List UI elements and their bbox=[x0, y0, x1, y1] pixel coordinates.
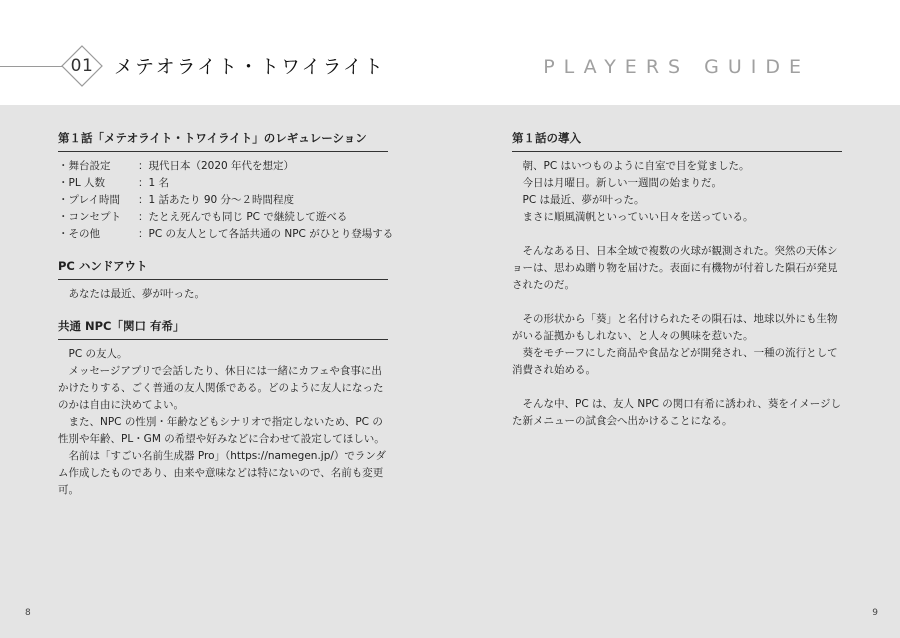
paragraph-gap bbox=[512, 226, 842, 243]
paragraph: 朝、PC はいつものように自室で目を覚ました。 bbox=[522, 160, 750, 172]
npc-description bbox=[58, 346, 388, 499]
regulation-item bbox=[58, 192, 388, 209]
regulation-key: ・その他 bbox=[58, 228, 100, 240]
paragraph: 名前は「すごい名前生成器 Pro」（https://namegen.jp/）でランダム作成したものであり、由来や意味などは特にないので、名前も変更可。 bbox=[58, 450, 386, 496]
regulation-list bbox=[58, 158, 394, 243]
regulation-item bbox=[58, 209, 388, 226]
paragraph-gap bbox=[512, 294, 842, 311]
regulation-section bbox=[58, 130, 394, 243]
page-spread bbox=[0, 105, 900, 638]
regulation-value: ：PC の友人として各話共通の NPC がひとり登場する bbox=[138, 228, 394, 240]
page-number-right: 9 bbox=[872, 608, 878, 618]
chapter-number: 01 bbox=[70, 56, 94, 76]
handout-text: あなたは最近、夢が叶った。 bbox=[68, 288, 205, 300]
paragraph: また、NPC の性別・年齢などもシナリオで指定しないため、PC の性別や年齢、PL・GM の希望や好みなどに合わせて設定してほしい。 bbox=[58, 416, 385, 445]
handout-section bbox=[58, 258, 388, 303]
regulation-item bbox=[58, 175, 388, 192]
regulation-item bbox=[58, 158, 388, 175]
regulation-value: ：現代日本（2020 年代を想定） bbox=[138, 160, 295, 172]
chapter-badge bbox=[60, 44, 104, 88]
header-rule bbox=[0, 66, 62, 67]
regulation-item bbox=[58, 226, 394, 243]
regulation-title: 第１話「メテオライト・トワイライト」のレギュレーション bbox=[58, 130, 388, 152]
paragraph: まさに順風満帆といっていい日々を送っている。 bbox=[522, 211, 754, 223]
regulation-value: ：1 名 bbox=[138, 177, 170, 189]
intro-text bbox=[512, 158, 842, 430]
regulation-value: ：たとえ死んでも同じ PC で継続して遊べる bbox=[138, 211, 348, 223]
regulation-key: ・コンセプト bbox=[58, 211, 121, 223]
page-header bbox=[0, 0, 900, 105]
regulation-key: ・PL 人数 bbox=[58, 177, 106, 189]
intro-section bbox=[512, 130, 842, 430]
paragraph: そんな中、PC は、友人 NPC の関口有希に誘われ、葵をイメージした新メニューの試食会へ出かけることになる。 bbox=[512, 398, 842, 427]
left-page bbox=[58, 130, 394, 514]
paragraph: PC は最近、夢が叶った。 bbox=[522, 194, 645, 206]
paragraph: 今日は月曜日。新しい一週間の始まりだ。 bbox=[522, 177, 722, 189]
paragraph-gap bbox=[512, 379, 842, 396]
npc-section bbox=[58, 318, 388, 499]
players-guide-label: PLAYERS GUIDE bbox=[543, 56, 810, 78]
right-page bbox=[512, 130, 842, 445]
paragraph: そんなある日、日本全域で複数の火球が観測された。突然の天体ショーは、思わぬ贈り物を届けた。表面に有機物が付着した隕石が発見されたのだ。 bbox=[512, 245, 838, 291]
regulation-value: ：1 話あたり 90 分〜２時間程度 bbox=[138, 194, 295, 206]
paragraph: PC の友人。 bbox=[68, 348, 128, 360]
paragraph: その形状から「葵」と名付けられたその隕石は、地球以外にも生物がいる証拠かもしれない、と人々の興味を惹いた。 bbox=[512, 313, 838, 342]
chapter-title: メテオライト・トワイライト bbox=[114, 56, 385, 78]
intro-title: 第１話の導入 bbox=[512, 130, 842, 152]
page-number-left: 8 bbox=[25, 608, 31, 618]
npc-title: 共通 NPC「関口 有希」 bbox=[58, 318, 388, 340]
regulation-key: ・舞台設定 bbox=[58, 160, 111, 172]
paragraph: 葵をモチーフにした商品や食品などが開発され、一種の流行として消費され始める。 bbox=[512, 347, 838, 376]
paragraph: メッセージアプリで会話したり、休日には一緒にカフェや食事に出かけたりする、ごく普通の友人関係である。どのように友人になったのかは自由に決めてよい。 bbox=[58, 365, 384, 411]
handout-title: PC ハンドアウト bbox=[58, 258, 388, 280]
regulation-key: ・プレイ時間 bbox=[58, 194, 121, 206]
